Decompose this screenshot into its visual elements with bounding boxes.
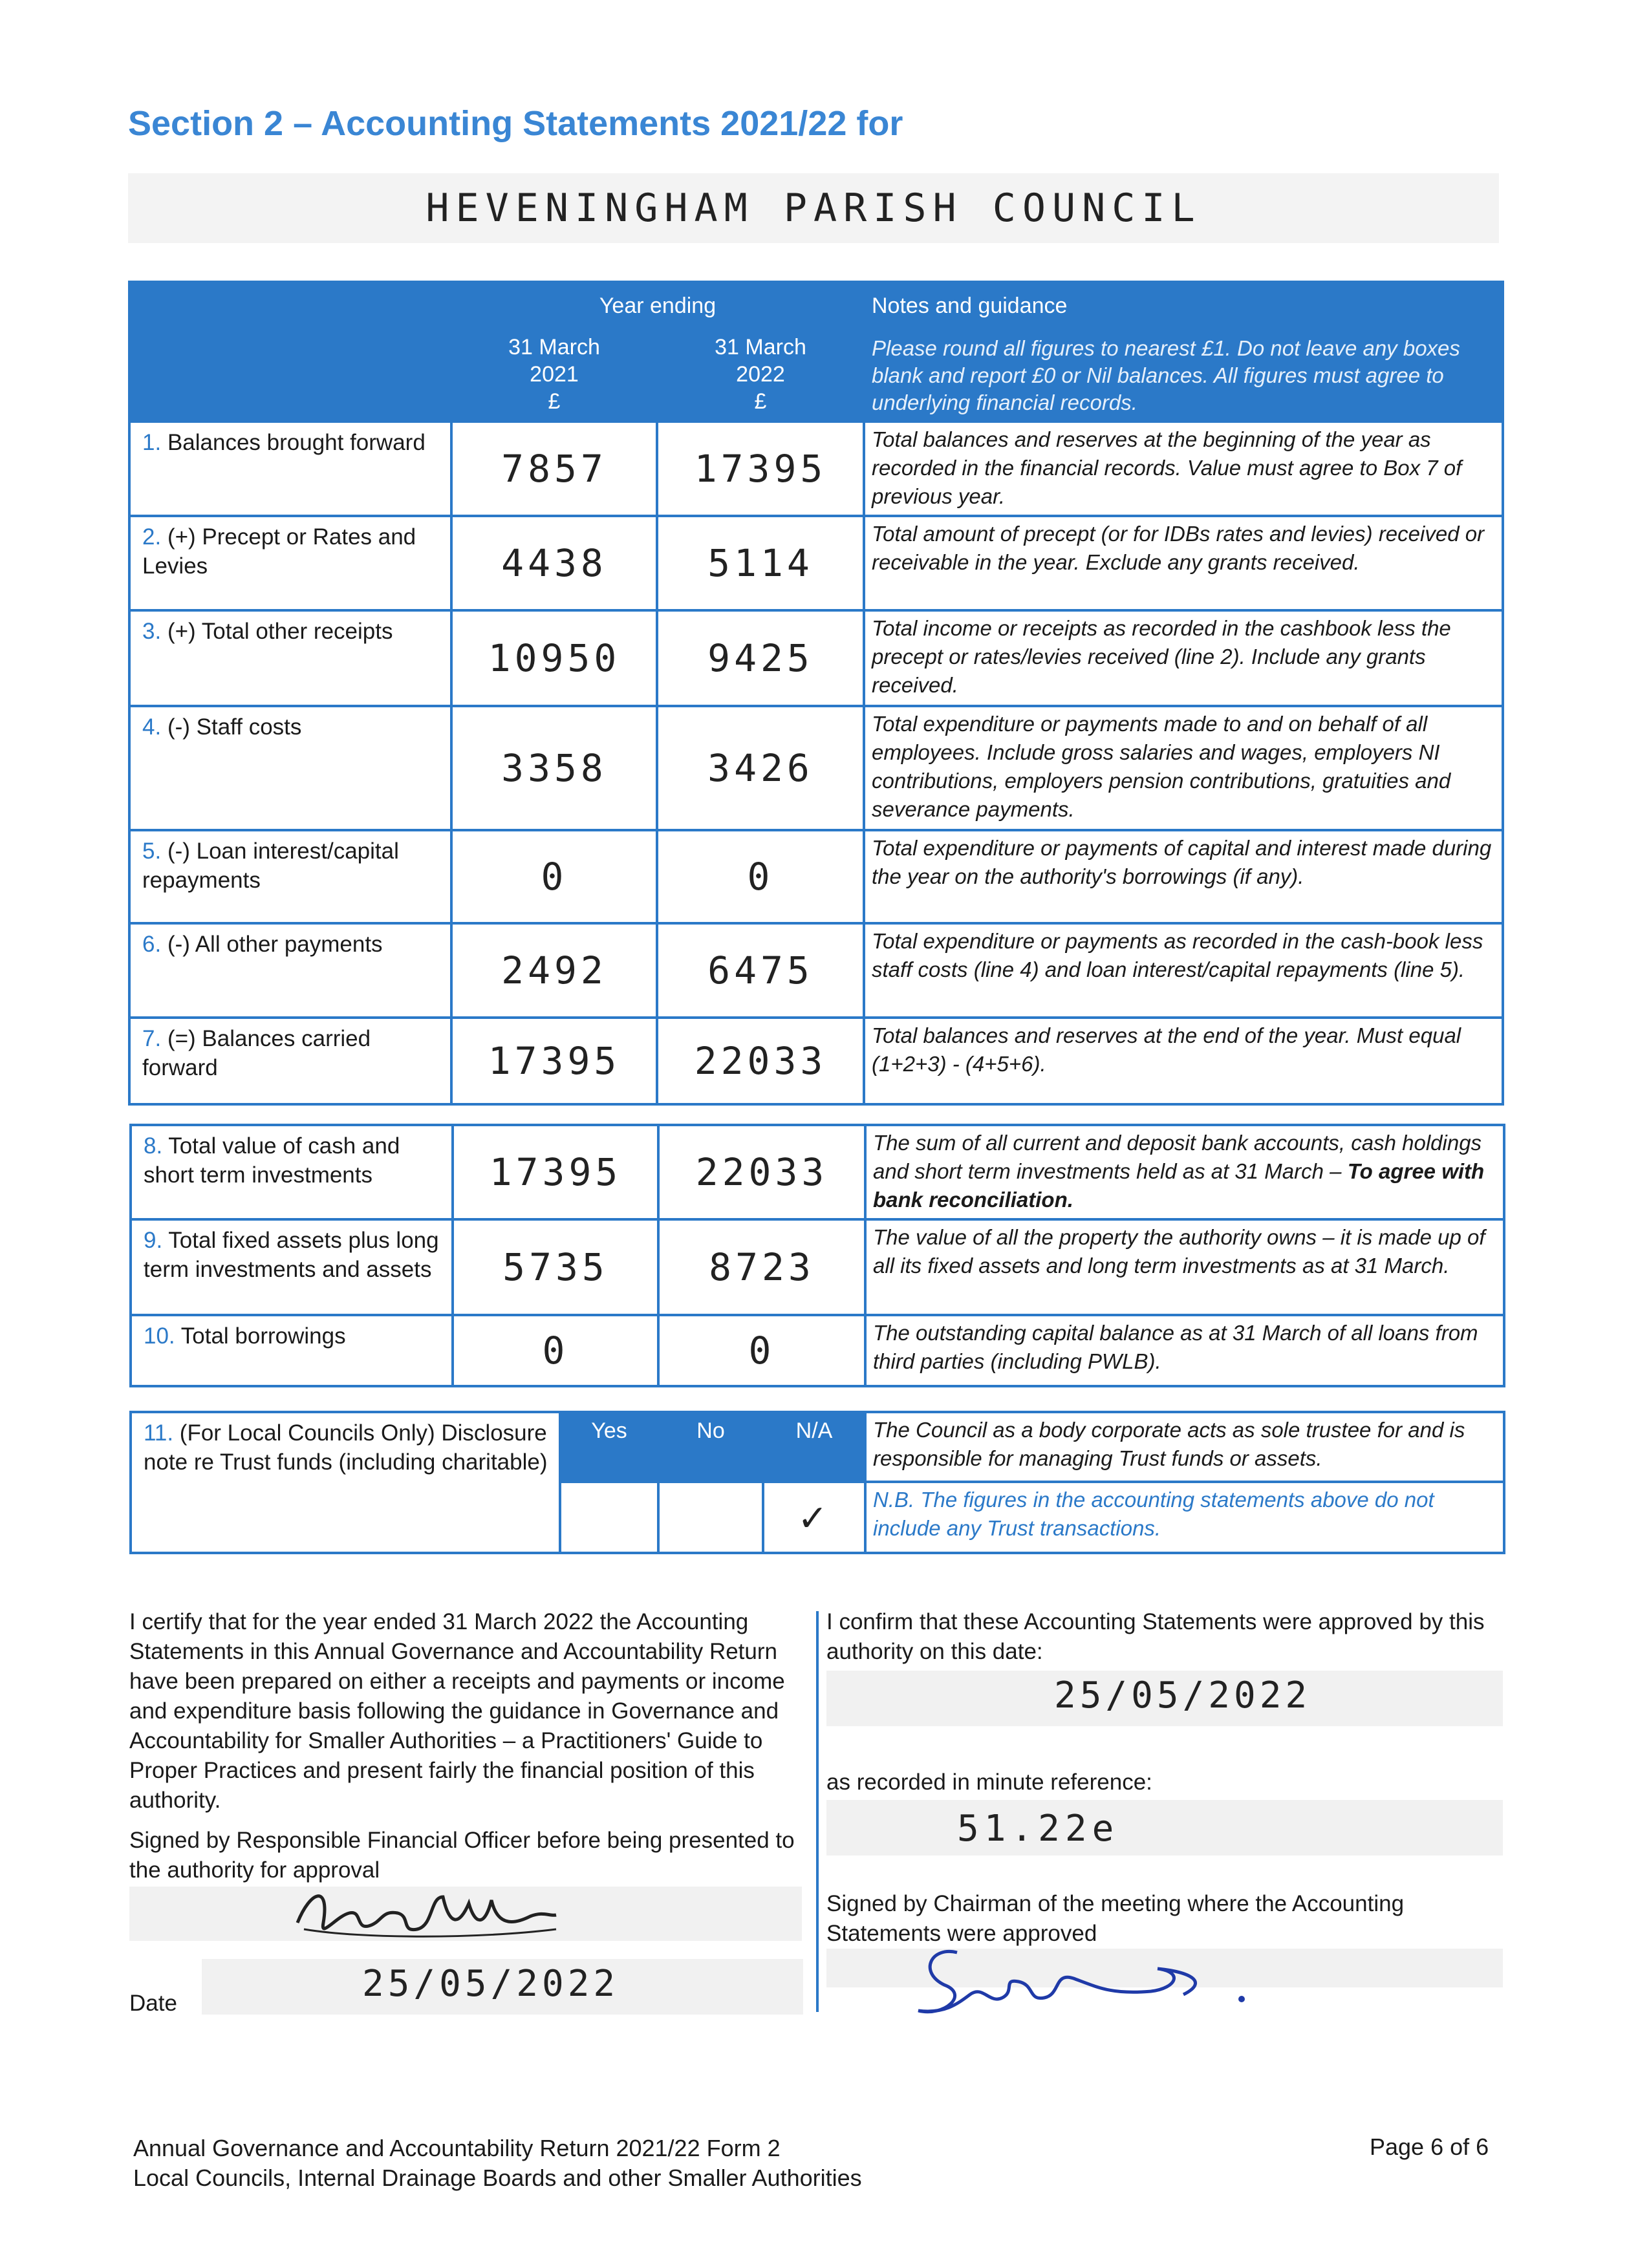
value-2022: 0 bbox=[658, 1315, 865, 1386]
value-2022: 9425 bbox=[657, 610, 864, 706]
value-2022: 22033 bbox=[657, 1018, 864, 1104]
col-2021-header: 31 March 2021 £ bbox=[451, 330, 657, 422]
accounting-statements-table bbox=[128, 281, 1504, 1106]
value-2021: 17395 bbox=[451, 1018, 657, 1104]
row-label: 5. (-) Loan interest/capital repayments bbox=[129, 830, 451, 923]
row-label: 6. (-) All other payments bbox=[129, 923, 451, 1018]
approval-date-value: 25/05/2022 bbox=[1054, 1674, 1311, 1717]
table-row bbox=[131, 1315, 1504, 1386]
table-row bbox=[129, 610, 1503, 706]
column-divider bbox=[816, 1611, 819, 2012]
value-2022: 8723 bbox=[658, 1219, 865, 1315]
rfo-date-value: 25/05/2022 bbox=[362, 1963, 620, 2005]
trust-label: 11. (For Local Councils Only) Disclosure note re Trust funds (including charitable) bbox=[131, 1412, 560, 1553]
header-blank bbox=[129, 282, 451, 422]
minute-reference-label: as recorded in minute reference: bbox=[826, 1770, 1152, 1795]
year-ending-header: Year ending bbox=[451, 282, 864, 330]
value-2021: 0 bbox=[451, 830, 657, 923]
assets-table bbox=[129, 1124, 1505, 1387]
rfo-signature bbox=[285, 1878, 563, 1955]
trust-funds-table bbox=[129, 1411, 1505, 1554]
row-label: 4. (-) Staff costs bbox=[129, 706, 451, 830]
row-label: 3. (+) Total other receipts bbox=[129, 610, 451, 706]
trust-note: The Council as a body corporate acts as sole trustee for and is responsible for managing Trust funds or assets. bbox=[865, 1412, 1504, 1482]
row-note: Total balances and reserves at the beginning of the year as recorded in the financial records. Value must agree to Box 7 of previous year. bbox=[864, 422, 1503, 516]
trust-na-header: N/A bbox=[763, 1412, 865, 1482]
notes-intro: Please round all figures to nearest £1. Do not leave any boxes blank and report £0 or Nil balances. All figures must agree to underlying financial records. bbox=[864, 330, 1503, 422]
col-2022-header: 31 March 2022 £ bbox=[657, 330, 864, 422]
table-row bbox=[129, 830, 1503, 923]
value-2022: 0 bbox=[657, 830, 864, 923]
row-note: Total amount of precept (or for IDBs rates and levies) received or receivable in the year. Exclude any grants received. bbox=[864, 516, 1503, 610]
row-label: 1. Balances brought forward bbox=[129, 422, 451, 516]
minute-reference-value: 51.22e bbox=[957, 1808, 1119, 1850]
table-row bbox=[131, 1125, 1504, 1219]
trust-yes-checkbox[interactable] bbox=[560, 1482, 658, 1553]
authority-name: HEVENINGHAM PARISH COUNCIL bbox=[426, 186, 1202, 231]
value-2021: 4438 bbox=[451, 516, 657, 610]
row-note: Total expenditure or payments made to and on behalf of all employees. Include gross salaries and wages, employers NI contributions, employers pension contributions, gratuities and severance payments. bbox=[864, 706, 1503, 830]
table-row bbox=[129, 1018, 1503, 1104]
row-note: The outstanding capital balance as at 31 March of all loans from third parties (including PWLB). bbox=[865, 1315, 1504, 1386]
approval-confirmation-text: I confirm that these Accounting Statements were approved by this authority on this date: bbox=[826, 1609, 1485, 1664]
rfo-signed-by-label: Signed by Responsible Financial Officer before being presented to the authority for approval bbox=[129, 1828, 795, 1883]
row-note: Total expenditure or payments as recorded in the cash-book less staff costs (line 4) and loan interest/capital repayments (line 5). bbox=[864, 923, 1503, 1018]
trust-na-checkbox[interactable]: ✓ bbox=[763, 1482, 865, 1553]
row-label: 8. Total value of cash and short term investments bbox=[131, 1125, 453, 1219]
value-2021: 7857 bbox=[451, 422, 657, 516]
chairman-signature bbox=[905, 1933, 1255, 2030]
footer-form-title: Annual Governance and Accountability Return 2021/22 Form 2 bbox=[133, 2135, 781, 2161]
minute-reference-field[interactable] bbox=[826, 1800, 1503, 1856]
value-2021: 17395 bbox=[453, 1125, 658, 1219]
row-note: The value of all the property the authority owns – it is made up of all its fixed assets and long term investments as at 31 March. bbox=[865, 1219, 1504, 1315]
value-2021: 0 bbox=[453, 1315, 658, 1386]
rfo-date-label: Date bbox=[129, 1991, 177, 2016]
page-title: Section 2 – Accounting Statements 2021/22 for bbox=[128, 104, 903, 143]
trust-no-header: No bbox=[658, 1412, 763, 1482]
footer-authority-types: Local Councils, Internal Drainage Boards and other Smaller Authorities bbox=[133, 2165, 862, 2191]
trust-yes-header: Yes bbox=[560, 1412, 658, 1482]
page-number: Page 6 of 6 bbox=[1370, 2134, 1489, 2160]
trust-nb-note: N.B. The figures in the accounting statements above do not include any Trust transactions. bbox=[865, 1482, 1504, 1553]
value-2022: 6475 bbox=[657, 923, 864, 1018]
value-2021: 2492 bbox=[451, 923, 657, 1018]
notes-guidance-header: Notes and guidance bbox=[864, 282, 1503, 330]
row-label: 10. Total borrowings bbox=[131, 1315, 453, 1386]
table-row bbox=[129, 516, 1503, 610]
value-2021: 5735 bbox=[453, 1219, 658, 1315]
table-row bbox=[129, 422, 1503, 516]
value-2022: 3426 bbox=[657, 706, 864, 830]
row-note: Total income or receipts as recorded in the cashbook less the precept or rates/levies received (line 2). Include any grants received. bbox=[864, 610, 1503, 706]
table-row bbox=[129, 923, 1503, 1018]
value-2022: 17395 bbox=[657, 422, 864, 516]
row-note: The sum of all current and deposit bank accounts, cash holdings and short term investments held as at 31 March – To agree with bank reconciliation. bbox=[865, 1125, 1504, 1219]
rfo-certification-text: I certify that for the year ended 31 March 2022 the Accounting Statements in this Annual Governance and Accountability Return have been prepared on either a receipts and payments or income and expenditure basis following the guidance in Governance and Accountability for Smaller Authorities – a Practitioners' Guide to Proper Practices and present fairly the financial position of this authority. bbox=[129, 1609, 785, 1813]
row-label: 2. (+) Precept or Rates and Levies bbox=[129, 516, 451, 610]
value-2021: 3358 bbox=[451, 706, 657, 830]
value-2022: 5114 bbox=[657, 516, 864, 610]
table-row bbox=[131, 1219, 1504, 1315]
trust-no-checkbox[interactable] bbox=[658, 1482, 763, 1553]
row-note: Total expenditure or payments of capital and interest made during the year on the authority's borrowings (if any). bbox=[864, 830, 1503, 923]
row-note: Total balances and reserves at the end of the year. Must equal (1+2+3) - (4+5+6). bbox=[864, 1018, 1503, 1104]
chairman-signed-by-label: Signed by Chairman of the meeting where the Accounting Statements were approved bbox=[826, 1891, 1405, 1946]
value-2022: 22033 bbox=[658, 1125, 865, 1219]
row-label: 7. (=) Balances carried forward bbox=[129, 1018, 451, 1104]
row-label: 9. Total fixed assets plus long term investments and assets bbox=[131, 1219, 453, 1315]
value-2021: 10950 bbox=[451, 610, 657, 706]
table-row bbox=[129, 706, 1503, 830]
